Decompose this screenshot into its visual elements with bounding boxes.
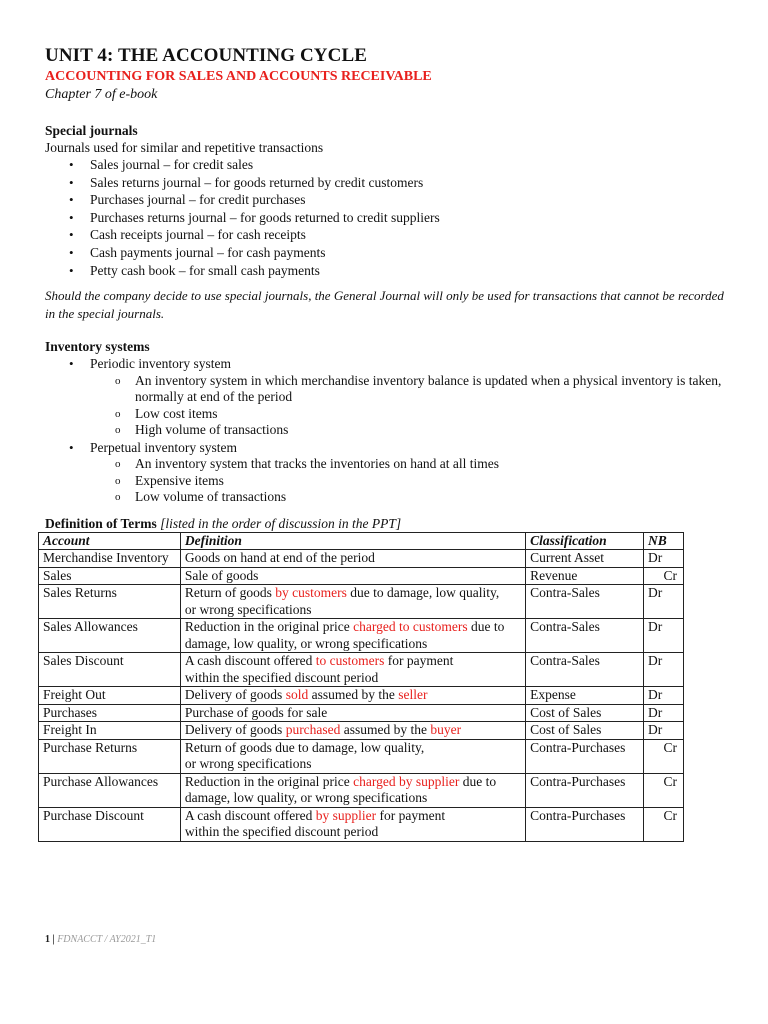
- highlighted-text: seller: [398, 687, 428, 703]
- nb-cell: Dr: [644, 653, 684, 687]
- classification-cell: Expense: [526, 687, 644, 705]
- highlighted-text: to customers: [315, 653, 385, 669]
- definition-text: Goods on hand at end of the period: [184, 550, 375, 566]
- list-item: • Petty cash book – for small cash payments: [90, 262, 725, 280]
- account-cell: Sales: [39, 567, 181, 585]
- definition-text: Reduction in the original price: [184, 619, 354, 635]
- account-cell: Sales Returns: [39, 585, 181, 619]
- list-item: • Purchases journal – for credit purchases: [90, 191, 725, 209]
- inventory-systems-heading: Inventory systems: [45, 339, 150, 355]
- perpetual-points-list: [90, 456, 725, 506]
- definitions-heading-line: [45, 515, 725, 532]
- definition-cell: [180, 585, 525, 619]
- classification-cell: Contra-Purchases: [526, 739, 644, 773]
- column-header-classification: Classification: [526, 532, 644, 550]
- classification-cell: Cost of Sales: [526, 722, 644, 740]
- highlighted-text: charged by supplier: [353, 773, 460, 789]
- definitions-heading: Definition of Terms: [45, 515, 157, 531]
- classification-cell: Contra-Sales: [526, 619, 644, 653]
- nb-cell: Dr: [644, 722, 684, 740]
- table-row: [39, 567, 684, 585]
- list-item: o Low cost items: [135, 406, 725, 423]
- list-item: o An inventory system in which merchandise inventory balance is updated when a physical inventory is taken, normally at end of the period: [135, 373, 725, 406]
- definition-text: or wrong specifications: [184, 756, 312, 772]
- periodic-system-label: Periodic inventory system: [90, 356, 231, 372]
- column-header-definition: Definition: [180, 532, 525, 550]
- definition-text: for payment: [384, 653, 454, 669]
- special-journals-heading: Special journals: [45, 123, 138, 138]
- definition-text: due to: [467, 619, 505, 635]
- account-cell: Purchase Returns: [39, 739, 181, 773]
- highlighted-text: by supplier: [315, 807, 377, 823]
- definition-cell: [180, 807, 525, 841]
- account-cell: Sales Allowances: [39, 619, 181, 653]
- definition-text: within the specified discount period: [184, 669, 379, 685]
- definitions-table-body: [39, 550, 684, 842]
- classification-cell: Contra-Purchases: [526, 807, 644, 841]
- nb-cell: Dr: [644, 585, 684, 619]
- nb-cell: Cr: [644, 739, 684, 773]
- highlighted-text: purchased: [285, 722, 341, 738]
- special-journals-intro: Journals used for similar and repetitive transactions: [45, 140, 324, 155]
- list-item: [90, 439, 725, 506]
- definition-text: Delivery of goods: [184, 687, 286, 703]
- footer-separator: |: [52, 934, 55, 945]
- definition-cell: [180, 704, 525, 722]
- nb-cell: Cr: [644, 807, 684, 841]
- list-item: o Low volume of transactions: [135, 489, 725, 506]
- definitions-table: [38, 532, 684, 842]
- table-row: [39, 773, 684, 807]
- highlighted-text: buyer: [430, 722, 462, 738]
- definition-text: Reduction in the original price: [184, 773, 354, 789]
- table-row: [39, 722, 684, 740]
- classification-cell: Contra-Sales: [526, 653, 644, 687]
- column-header-nb: NB: [644, 532, 684, 550]
- inventory-systems-list: [45, 355, 725, 506]
- list-item: [90, 355, 725, 439]
- account-cell: Purchase Discount: [39, 807, 181, 841]
- definition-text: Purchase of goods for sale: [184, 704, 328, 720]
- page-subtitle: ACCOUNTING FOR SALES AND ACCOUNTS RECEIVABLE: [45, 69, 432, 84]
- special-journals-note: Should the company decide to use special journals, the General Journal will only be used for transactions that cannot be recorded in the special journals.: [45, 288, 724, 322]
- table-header-row: [39, 532, 684, 550]
- table-row: [39, 653, 684, 687]
- classification-cell: Contra-Sales: [526, 585, 644, 619]
- classification-cell: Revenue: [526, 567, 644, 585]
- definition-text: within the specified discount period: [184, 824, 379, 840]
- page-number: 1: [45, 934, 50, 945]
- definition-cell: [180, 687, 525, 705]
- definition-cell: [180, 653, 525, 687]
- highlighted-text: sold: [285, 687, 309, 703]
- page-footer: [45, 934, 156, 945]
- definition-cell: [180, 739, 525, 773]
- definition-text: or wrong specifications: [184, 601, 312, 617]
- table-row: [39, 807, 684, 841]
- perpetual-system-label: Perpetual inventory system: [90, 439, 237, 455]
- table-row: [39, 704, 684, 722]
- definition-text: Sale of goods: [184, 567, 259, 583]
- nb-cell: Dr: [644, 619, 684, 653]
- document-page: [45, 44, 725, 842]
- list-item: • Cash receipts journal – for cash receipts: [90, 226, 725, 244]
- definition-text: due to damage, low quality,: [346, 585, 500, 601]
- highlighted-text: by customers: [275, 585, 347, 601]
- classification-cell: Cost of Sales: [526, 704, 644, 722]
- account-cell: Sales Discount: [39, 653, 181, 687]
- list-item: o An inventory system that tracks the inventories on hand at all times: [135, 456, 725, 473]
- definition-cell: [180, 619, 525, 653]
- column-header-account: Account: [39, 532, 181, 550]
- account-cell: Freight Out: [39, 687, 181, 705]
- table-row: [39, 687, 684, 705]
- highlighted-text: charged to customers: [353, 619, 468, 635]
- definition-text: assumed by the: [308, 687, 399, 703]
- list-item: o High volume of transactions: [135, 422, 725, 439]
- table-row: [39, 550, 684, 568]
- definition-text: A cash discount offered: [184, 807, 316, 823]
- definition-text: Return of goods due to damage, low quality,: [184, 739, 425, 755]
- nb-cell: Dr: [644, 687, 684, 705]
- list-item: • Sales journal – for credit sales: [90, 156, 725, 174]
- definition-text: assumed by the: [340, 722, 431, 738]
- special-journals-list: [45, 156, 725, 279]
- account-cell: Purchase Allowances: [39, 773, 181, 807]
- definition-cell: [180, 773, 525, 807]
- account-cell: Purchases: [39, 704, 181, 722]
- account-cell: Freight In: [39, 722, 181, 740]
- course-code: FDNACCT / AY2021_T1: [57, 934, 157, 945]
- list-item: • Cash payments journal – for cash payments: [90, 244, 725, 262]
- definition-cell: [180, 722, 525, 740]
- chapter-reference: Chapter 7 of e-book: [45, 87, 158, 102]
- page-title: UNIT 4: THE ACCOUNTING CYCLE: [45, 45, 367, 66]
- nb-cell: Cr: [644, 773, 684, 807]
- list-item: • Purchases returns journal – for goods returned to credit suppliers: [90, 209, 725, 227]
- nb-cell: Dr: [644, 550, 684, 568]
- nb-cell: Dr: [644, 704, 684, 722]
- classification-cell: Current Asset: [526, 550, 644, 568]
- list-item: • Sales returns journal – for goods returned by credit customers: [90, 174, 725, 192]
- table-row: [39, 739, 684, 773]
- definition-text: damage, low quality, or wrong specifications: [184, 790, 428, 806]
- nb-cell: Cr: [644, 567, 684, 585]
- definition-text: damage, low quality, or wrong specifications: [184, 635, 428, 651]
- definition-text: due to: [459, 773, 497, 789]
- classification-cell: Contra-Purchases: [526, 773, 644, 807]
- definition-cell: [180, 550, 525, 568]
- account-cell: Merchandise Inventory: [39, 550, 181, 568]
- definitions-heading-note: [listed in the order of discussion in the PPT]: [160, 515, 402, 531]
- list-item: o Expensive items: [135, 473, 725, 490]
- definition-text: Delivery of goods: [184, 722, 286, 738]
- definition-text: A cash discount offered: [184, 653, 316, 669]
- periodic-points-list: [90, 373, 725, 439]
- table-row: [39, 585, 684, 619]
- table-row: [39, 619, 684, 653]
- definition-text: for payment: [376, 807, 446, 823]
- definition-cell: [180, 567, 525, 585]
- definition-text: Return of goods: [184, 585, 276, 601]
